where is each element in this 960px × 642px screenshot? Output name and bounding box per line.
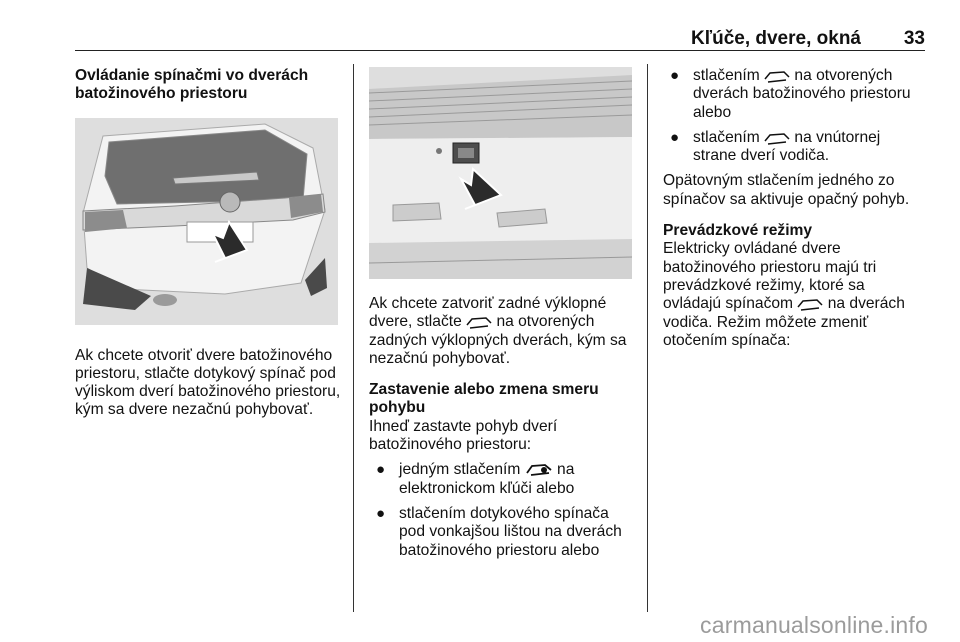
column-divider [353, 64, 354, 612]
bullet-icon: ● [376, 504, 386, 522]
tailgate-icon [764, 69, 790, 83]
paragraph-text: na dverách vodiča. Režim môžete zmeniť otočením spínača: [663, 295, 905, 349]
tailgate-icon [764, 131, 790, 145]
list-item [663, 129, 925, 166]
intro-paragraph: Ihneď zastavte pohyb dverí batožinového priestoru: [369, 417, 558, 454]
section-heading: Prevádzkové režimy [663, 222, 813, 240]
column-right [663, 67, 925, 350]
paragraph-text: na otvorených zadných výklopných dverách, kým sa nezačnú pohybovať. [369, 313, 627, 367]
tailgate-switch-illustration [369, 67, 632, 279]
paragraph-text: Elektricky ovládané dvere batožinového priestoru majú tri prevádzkové režimy, ktoré sa ovládajú spínačom [663, 240, 877, 313]
list-text: jedným stlačením [399, 461, 521, 479]
list-item [369, 505, 635, 560]
page-header [75, 28, 925, 51]
list-text: na otvorených dverách batožinového priestoru alebo [693, 67, 911, 121]
bullet-icon: ● [376, 461, 386, 479]
column-divider [647, 64, 648, 612]
body-paragraph: Ak chcete otvoriť dvere batožinového priestoru, stlačte dotykový spínač pod výliskom dverí batožinového priestoru, kým sa dvere nezačnú pohybovať. [75, 346, 341, 419]
bullet-list [369, 461, 635, 559]
list-text: na vnútornej strane dverí vodiča. [693, 128, 881, 165]
key-tailgate-icon [525, 461, 553, 477]
list-item [663, 67, 925, 122]
body-paragraph: Opätovným stlačením jedného zo spínačov sa aktivuje opačný pohyb. [663, 172, 910, 208]
list-text: stlačením [693, 128, 760, 146]
page-number: 33 [903, 28, 925, 49]
tailgate-icon [466, 315, 492, 329]
chapter-title: Kľúče, dvere, okná [691, 28, 861, 49]
watermark: carmanualsonline.info [700, 612, 928, 638]
list-item [369, 461, 635, 498]
body-paragraph [369, 295, 635, 368]
bullet-list [663, 67, 925, 165]
list-text: stlačením [693, 67, 760, 84]
list-text: na elektronickom kľúči alebo [399, 461, 575, 497]
tailgate-icon [797, 297, 823, 311]
list-text: stlačením dotykového spínača pod vonkajšou lištou na dverách batožinového priestoru alebo [399, 504, 622, 559]
paragraph-text: Ak chcete zatvoriť zadné výklopné dvere, stlačte [369, 295, 607, 331]
section-heading: Zastavenie alebo zmena smeru pohybu [369, 381, 599, 417]
column-left [75, 67, 343, 420]
column-middle [369, 67, 635, 567]
car-rear-illustration [75, 118, 338, 325]
body-paragraph [663, 240, 925, 350]
bullet-icon: ● [670, 128, 680, 146]
section-heading: Ovládanie spínačmi vo dverách batožinového priestoru [75, 67, 309, 103]
bullet-icon: ● [670, 67, 680, 84]
